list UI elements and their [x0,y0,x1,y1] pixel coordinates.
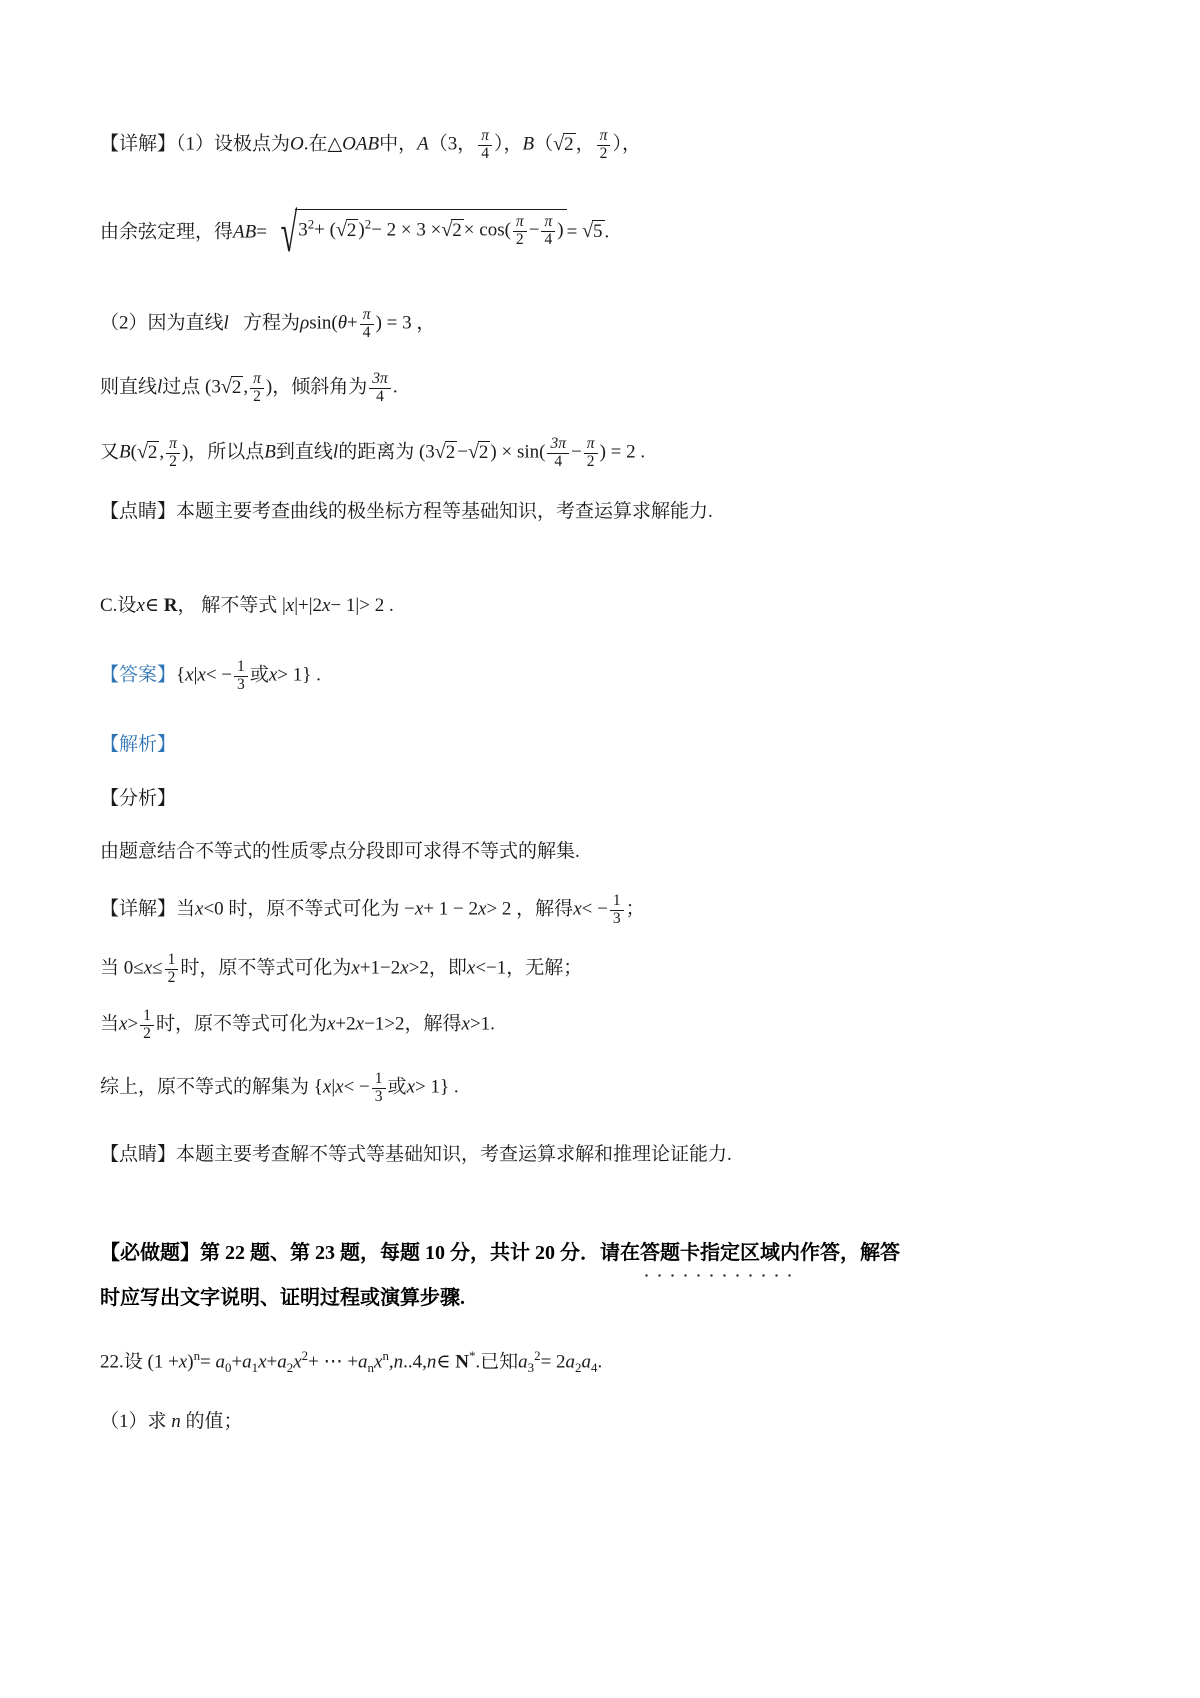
triangle-OAB: OAB [342,133,380,155]
so-point-text: )，所以点 [181,441,265,463]
variable-x-2: x [335,1076,344,1098]
theta-symbol: θ [337,312,348,334]
fraction-1-2-case2 [165,952,179,987]
detail-label-1: 【详解】（1）设极点为 [100,133,291,155]
fraction-denominator: 2 [169,452,177,470]
spacer-2 [100,1218,1110,1236]
variable-x: x [143,957,153,979]
fraction-denominator: 2 [586,452,595,470]
exponent-2: 2 [301,1348,309,1364]
coefficient-a0: a [215,1351,225,1373]
point-A: A [417,133,429,155]
paragraph-dianjing-1: 【点睛】本题主要考查曲线的极坐标方程等基础知识，考查运算求解能力. [100,500,713,522]
emphasized-answer-sheet-area: 答题卡指定区域内 [640,1236,800,1271]
fraction-1-3-case1 [610,893,624,928]
minus-sign-2: − [571,441,582,463]
fraction-pi-2 [513,214,527,249]
section-text-2: 作答，解答 [800,1242,900,1265]
less-than-neg: < − [343,1076,370,1098]
answer-tag: 【答案】 [100,665,177,687]
or-text: 或 [387,1076,407,1098]
radicand: 2 [231,377,242,399]
case-3-mid: +2 [335,1014,356,1036]
variable-x-4: x [461,1014,470,1036]
fraction-denominator: 2 [143,1025,151,1043]
open-paren: ( [130,441,137,463]
less-than-neg: < − [581,898,608,920]
fraction-numerator: π [166,436,180,454]
fraction-numerator: 1 [610,893,624,911]
sqrt-2-B2 [137,437,159,469]
case-2-then: >2，即 [408,957,467,979]
to-line-text: 到直线 [275,441,333,463]
period: . [392,377,398,399]
variable-x-2: x [326,1014,336,1036]
case-1-solve: > 2 ，解得 [486,898,574,920]
point-B: B [522,133,535,155]
paragraph-dianjing-2: 【点睛】本题主要考查解不等式等基础知识，考查运算求解和推理论证能力. [100,1143,732,1165]
paragraph-part2-line [100,307,1110,342]
plus-open: + ( [314,219,336,241]
fraction-denominator: 2 [515,230,524,248]
radicand: 2 [564,133,574,155]
case-2-lead: 当 0≤ [100,957,144,979]
variable-x-3: x [478,898,487,920]
radicand: 5 [593,221,603,243]
subscript-3: 3 [527,1360,535,1376]
case-2-nosol: <−1，无解； [475,957,583,979]
set-open: { [176,665,186,687]
coefficient-a4: a [581,1351,591,1373]
paragraph-detail-2 [100,893,1110,928]
fraction-denominator: 4 [554,452,563,470]
minus-sign: − [457,441,468,463]
fraction-numerator: 1 [372,1071,386,1089]
comma: , [159,441,165,463]
paragraph-question-22 [100,1346,1110,1379]
sin-open: sin( [309,312,338,334]
variable-x-3: x [406,1076,415,1098]
coord-A-open: （3， [428,133,477,155]
variable-x-4: x [374,1351,383,1373]
variable-x-3: x [400,957,409,979]
radical-sign: √ [280,201,298,263]
paragraph-conclusion [100,1071,1110,1106]
radicand: 2 [452,219,462,241]
big-sqrt-expression [267,189,567,277]
radical-sign: √ [220,376,232,399]
set-bar: | [193,665,198,687]
fraction-pi-4-line [360,307,374,342]
variable-x-4: x [573,898,582,920]
slope-angle-text: )，倾斜角为 [265,377,368,399]
close-paren: ) [187,1351,194,1373]
subscript-0: 0 [224,1360,232,1376]
coefficient-a1: a [242,1351,252,1373]
fraction-3pi-4-d [547,436,569,471]
fraction-denominator: 3 [374,1087,383,1105]
fraction-1-2-case3 [140,1008,154,1043]
semicolon: ； [625,898,645,920]
equals: = [200,1351,211,1373]
sqrt-2-b [441,215,463,247]
triangle-text: .在△ [303,133,343,155]
fraction-pi-4-A [478,128,492,163]
set-N: N [455,1351,469,1373]
variable-n-3: n [426,1351,437,1373]
variable-x-2: x [258,1351,267,1373]
fraction-numerator: 1 [165,952,179,970]
cos-open: × cos( [463,219,511,241]
fraction-numerator: 3π [369,371,391,389]
less-than-neg: < − [205,665,233,687]
comma: , [243,377,249,399]
variable-x-4: x [466,957,476,979]
point-O: O [290,133,304,155]
radical-sign: √ [441,218,453,241]
minus-sign: − [528,219,540,241]
set-bar: | [331,1076,336,1098]
le-sign: ≤ [152,957,163,979]
paragraph-distance [100,436,1110,471]
abs-mid: |+|2 [294,595,323,617]
times-sin-open: ) × sin( [490,441,546,463]
text-zhong: 中， [379,133,418,155]
radical-sign: √ [335,218,347,241]
fraction-numerator: 1 [140,1008,154,1026]
subscript-1: 1 [251,1360,259,1376]
coefficient-a2-b: a [565,1351,576,1373]
fraction-numerator: π [250,371,264,389]
point-B-4: B [264,441,276,463]
radical-sign: √ [467,440,479,463]
sqrt-2-B [553,129,575,161]
radicand: 2 [147,441,158,463]
sqrt-2-point [221,372,243,404]
fraction-denominator: 2 [253,388,261,406]
fraction-pi-4 [541,214,555,249]
conclusion-lead: 综上，原不等式的解集为 { [100,1076,323,1098]
fraction-denominator: 2 [599,144,608,162]
variable-x: x [178,1351,188,1373]
plus-1: + [231,1351,243,1373]
section-required-questions-line2: 时应写出文字说明、证明过程或演算步骤. [100,1287,465,1310]
fraction-numerator: π [513,214,527,232]
gt-sign: > [127,1014,139,1036]
fraction-3pi-4 [369,371,391,406]
fraction-numerator: π [478,128,492,146]
variable-x-2: x [285,595,295,617]
case-3-result: >1. [469,1014,495,1036]
variable-x: x [185,665,194,687]
cos-close: ) [557,219,564,241]
sin-close-eq3: ) = 3 ， [375,312,436,334]
fraction-1-3 [234,659,248,694]
coord-B-comma: ， [575,133,595,155]
radicand-expression [295,209,566,251]
case-1-mid: + 1 − 2 [423,898,479,920]
variable-x: x [322,1076,332,1098]
minus-term: − 2 × 3 × [371,219,442,241]
coefficient-a3: a [518,1351,528,1373]
document-body [100,128,1110,1455]
case-3-text: 时，原不等式可化为 [155,1014,327,1036]
fraction-numerator: π [597,128,611,146]
exponent-n: n [382,1348,389,1364]
period: . [604,221,610,243]
fraction-numerator: 3π [547,436,569,454]
term-3: 3 [298,219,308,241]
paragraph-fenxi-body: 由题意结合不等式的性质零点分段即可求得不等式的解集. [100,840,580,862]
variable-n: n [171,1410,181,1432]
element-of: ∈ [144,595,159,617]
subscript-2: 2 [286,1360,294,1376]
q22-lead: 22.设 (1 + [100,1351,179,1373]
fraction-numerator: π [541,214,555,232]
radical-sign: √ [136,440,148,463]
paragraph-case-3 [100,1008,1110,1043]
greater-than-1: > 1} . [415,1076,459,1098]
case-3-lead: 当 [100,1014,120,1036]
known-text: .已知 [475,1351,519,1373]
variable-x: x [195,898,204,920]
sqrt-2-d1 [435,437,457,469]
case-2-mid: +1−2 [359,957,401,979]
coefficient-a2: a [277,1351,287,1373]
solve-inequality-text: ， 解不等式 | [177,595,286,617]
line-l: l [223,312,229,334]
close-paren: ) [358,219,365,241]
period: . [597,1351,603,1373]
fraction-denominator: 4 [362,323,371,341]
fraction-pi-2-d [584,436,598,471]
coord-B-open: （ [534,133,554,155]
or-text: 或 [249,665,269,687]
set-R: R [163,595,178,617]
cosine-law-lead: 由余弦定理，得 [100,221,234,243]
variable-x-3: x [268,665,278,687]
section-text-1: 【必做题】第 22 题、第 23 题，每题 10 分，共计 20 分．请在 [100,1242,640,1265]
paragraph-question-22-part1 [100,1407,1110,1437]
subscript-4: 4 [591,1360,598,1376]
problem-C-lead: C.设 [100,595,137,617]
equation-text: 方程为 [243,312,301,334]
sqrt-5-result [582,216,604,248]
variable-x: x [119,1014,128,1036]
element-of: ∈ [436,1351,451,1373]
abs-end: − 1|> 2 . [330,595,394,617]
radical-sign: √ [582,220,594,243]
plus-sign: + [347,312,358,334]
variable-x-2: x [414,898,424,920]
section-required-questions [100,1236,1110,1271]
star-superscript: * [468,1348,476,1364]
radical-sign: √ [434,440,446,463]
plus-2: + [266,1351,278,1373]
distance-text: 的距离为 (3 [338,441,435,463]
radicand: 2 [445,441,456,463]
exponent-2: 2 [307,216,315,232]
paragraph-fenxi-tag: 【分析】 [100,788,177,810]
line-l-2: l [157,377,163,399]
variable-x-2: x [351,957,360,979]
sqrt-2-a [336,215,358,247]
case-2-text: 时，原不等式可化为 [180,957,352,979]
then-line: 则直线 [100,377,158,399]
variable-x: x [136,595,145,617]
detail-label-2: 【详解】 [100,898,177,920]
fraction-denominator: 4 [376,388,384,406]
paragraph-cosine-law [100,189,1110,277]
fraction-denominator: 2 [167,968,176,986]
equals-2: = 2 [540,1351,566,1373]
greater-than-1: > 1} . [277,665,321,687]
paragraph-jiexi-tag: 【解析】 [100,734,177,756]
fraction-numerator: 1 [234,659,248,677]
comma-1: , [388,1351,394,1373]
fraction-denominator: 4 [544,230,553,248]
fraction-pi-2-B [597,128,611,163]
spacer [100,573,1110,591]
result-equals-2: ) = 2 . [599,441,646,463]
fraction-pi-2-point [250,371,264,406]
fraction-denominator: 3 [612,910,621,928]
fraction-1-3-conclusion [372,1071,386,1106]
case-3-solve: −1>2，解得 [364,1014,462,1036]
equals-sign: = [256,221,267,243]
fraction-numerator: π [584,436,598,454]
point-B-3: B [119,441,131,463]
radical-sign: √ [553,132,565,155]
variable-n-2: n [393,1351,404,1373]
radicand: 2 [346,219,357,241]
variable-x-2: x [197,665,206,687]
q22-part1-text: （1）求 n 的值； [100,1410,243,1432]
fraction-numerator: π [360,307,374,325]
subscript-2b: 2 [575,1360,582,1376]
line-l-3: l [332,441,339,463]
coord-B-close: ）， [612,133,641,155]
fraction-pi-2-B2 [166,436,180,471]
through-point-open: 过点 (3 [162,377,221,399]
variable-x-3: x [355,1014,365,1036]
sqrt-2-d2 [468,437,490,469]
variable-x-3: x [322,595,331,617]
segment-AB: AB [233,221,257,243]
exponent-2b: 2 [364,216,372,232]
fraction-denominator: 3 [237,676,245,694]
fraction-denominator: 4 [481,144,489,162]
case-1-text: <0 时，原不等式可化为 − [203,898,415,920]
part2-lead: （2）因为直线 [100,312,224,334]
dots-4-comma: ..4, [403,1351,427,1373]
paragraph-line-through-point [100,371,1110,406]
case-1-lead: 当 [176,898,196,920]
variable-x-3: x [293,1351,302,1373]
paragraph-problem-C [100,591,1110,621]
paragraph-answer [100,659,1110,694]
paragraph-detail-1 [100,128,1110,163]
exponent-2-a3: 2 [534,1348,541,1364]
result-equals: = [566,221,578,243]
exponent-n: n [193,1348,201,1364]
paragraph-case-2 [100,952,1110,987]
coefficient-an: a [358,1351,368,1373]
subscript-n: n [367,1360,374,1376]
radicand: 2 [478,441,489,463]
again-text: 又 [100,441,120,463]
rho-symbol: ρ [300,312,310,334]
ellipsis-plus: + ⋯ + [308,1351,359,1373]
coord-A-close: ）， [494,133,523,155]
